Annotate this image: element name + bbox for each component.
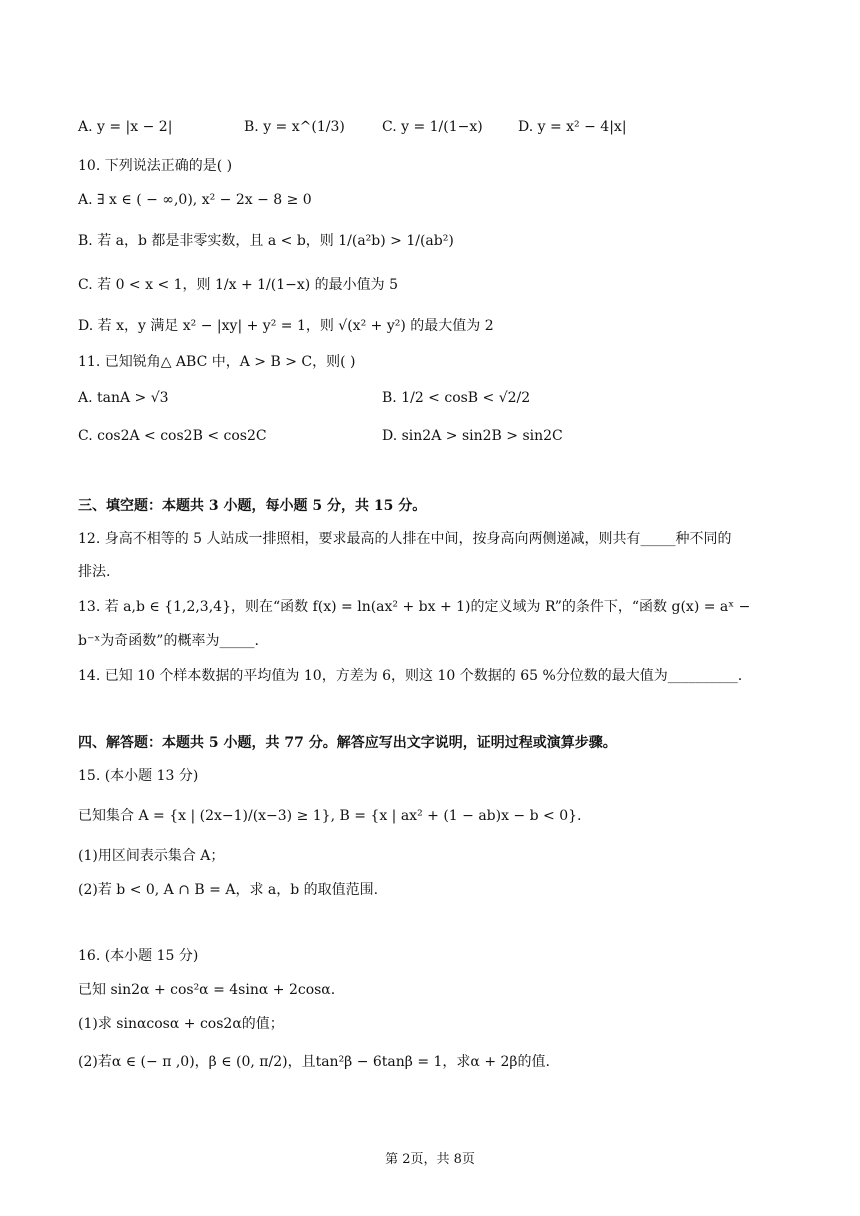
q11-option-c: C. cos2A < cos2B < cos2C	[78, 428, 267, 444]
q11-option-a: A. tanA > √3	[78, 390, 169, 406]
q10-option-a: A. ∃ x ∈ ( − ∞,0), x² − 2x − 8 ≥ 0	[78, 192, 312, 208]
q16-title: 16. (本小题 15 分)	[78, 948, 199, 964]
q11-stem: 11. 已知锐角△ ABC 中，A > B > C，则( )	[78, 354, 356, 370]
q10-option-d: D. 若 x，y 满足 x² − |xy| + y² = 1，则 √(x² + y²) 的最大值为 2	[78, 318, 494, 334]
q9-options	[0, 119, 860, 141]
q12-line1: 12. 身高不相等的 5 人站成一排照相，要求最高的人排在中间，按身高向两侧递减，则共有_____种不同的	[78, 531, 732, 547]
q10-stem: 10. 下列说法正确的是( )	[78, 158, 233, 174]
q9-option-a: A. y = |x − 2|	[78, 119, 173, 135]
q13-line2: b⁻ˣ为奇函数”的概率为_____.	[78, 633, 259, 649]
q9-option-b: B. y = x^(1/3)	[244, 119, 345, 135]
page-footer: 第 2页，共 8页	[385, 1152, 475, 1167]
q11-option-b: B. 1/2 < cosB < √2/2	[382, 390, 531, 406]
q11-options-row2	[0, 428, 860, 450]
q16-part1: (1)求 sinαcosα + cos2α的值；	[78, 1016, 284, 1032]
section-4-heading: 四、解答题：本题共 5 小题，共 77 分。解答应写出文字说明，证明过程或演算步骤。	[78, 735, 617, 751]
q11-option-d: D. sin2A > sin2B > sin2C	[382, 428, 563, 444]
q13-line1: 13. 若 a,b ∈ {1,2,3,4}，则在“函数 f(x) = ln(ax² + bx + 1)的定义域为 R”的条件下，“函数 g(x) = aˣ −	[78, 599, 751, 615]
q15-part2: (2)若 b < 0, A ∩ B = A，求 a，b 的取值范围.	[78, 882, 379, 898]
q10-option-c: C. 若 0 < x < 1，则 1/x + 1/(1−x) 的最小值为 5	[78, 277, 399, 293]
q15-given: 已知集合 A = {x | (2x−1)/(x−3) ≥ 1}, B = {x | ax² + (1 − ab)x − b < 0}.	[78, 808, 582, 824]
q15-title: 15. (本小题 13 分)	[78, 768, 199, 784]
q9-option-c: C. y = 1/(1−x)	[382, 119, 483, 135]
q14: 14. 已知 10 个样本数据的平均值为 10，方差为 6，则这 10 个数据的 65 %分位数的最大值为__________.	[78, 668, 743, 684]
q16-given: 已知 sin2α + cos²α = 4sinα + 2cosα.	[78, 982, 336, 998]
q12-line2: 排法.	[78, 564, 111, 580]
q9-option-d: D. y = x² − 4|x|	[518, 119, 627, 135]
q10-option-b: B. 若 a，b 都是非零实数，且 a < b，则 1/(a²b) > 1/(ab²)	[78, 233, 454, 249]
q16-part2: (2)若α ∈ (− π ,0)，β ∈ (0, π/2)，且tan²β − 6tanβ = 1，求α + 2β的值.	[78, 1054, 550, 1070]
q15-part1: (1)用区间表示集合 A；	[78, 848, 225, 864]
q11-options-row1	[0, 390, 860, 412]
section-3-heading: 三、填空题：本题共 3 小题，每小题 5 分，共 15 分。	[78, 498, 427, 514]
